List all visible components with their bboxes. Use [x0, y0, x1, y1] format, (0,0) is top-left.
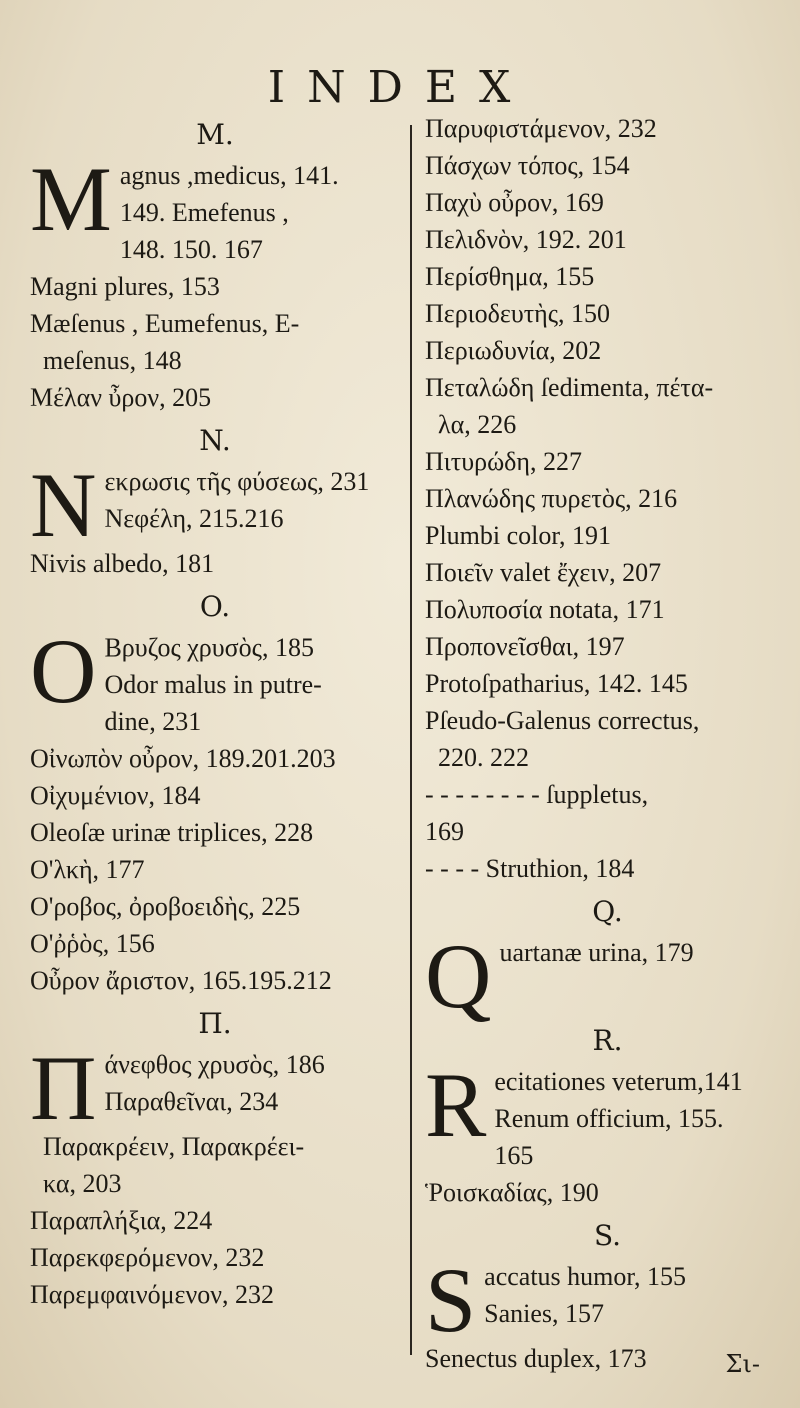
index-entry — [425, 628, 790, 665]
entry-text: Πεταλώδη ſedimenta, πέτα- λα, 226 — [425, 373, 714, 439]
entry-text: Προπονεῖσθαι, 197 — [425, 632, 625, 661]
index-entry — [30, 454, 400, 556]
entry-text: εκρωσις τῆς φύσεως, 231 Νεφέλη, 215.216 — [104, 467, 370, 533]
index-entry — [425, 850, 790, 887]
index-entry — [425, 925, 790, 1027]
entry-text: Περιοδευτὴς, 150 — [425, 299, 611, 328]
entry-text: Παχὺ οὖρον, 169 — [425, 188, 604, 217]
index-entry — [425, 369, 790, 443]
entry-text: Βρυζος χρυσὸς, 185 Odor malus in putre- dine, 231 — [104, 633, 322, 736]
index-entry — [425, 221, 790, 258]
section-letter: R. — [592, 1024, 623, 1057]
entry-text: άνεφθος χρυσὸς, 186 Παραθεῖναι, 234 — [104, 1050, 325, 1116]
drop-cap: M — [30, 148, 112, 250]
entry-text: - - - - Struthion, 184 — [425, 854, 635, 883]
index-entry — [425, 295, 790, 332]
section-letter: O. — [199, 590, 231, 623]
entry-text: Παρεμφαινόμενον, 232 — [30, 1280, 274, 1309]
index-entry — [425, 665, 790, 702]
entry-text: Πιτυρώδη, 227 — [425, 447, 583, 476]
entry-text: agnus ,medicus, 141. 149. Emefenus , 148. 150. 167 — [119, 161, 339, 264]
index-entry — [30, 620, 400, 740]
index-entry — [30, 379, 400, 416]
drop-cap: R — [425, 1054, 487, 1156]
entry-text: Περιωδυνία, 202 — [425, 336, 602, 365]
entry-text: Ῥοισκαδίας, 190 — [425, 1178, 599, 1207]
index-entry — [30, 545, 400, 582]
index-entry — [425, 480, 790, 517]
entry-text: uartanæ urina, 179 — [499, 938, 694, 967]
index-entry — [30, 1128, 400, 1202]
index-entry — [425, 591, 790, 628]
entry-text: Pſeudo-Galenus correctus, 220. 222 — [425, 706, 700, 772]
index-entry — [425, 517, 790, 554]
index-entry — [30, 962, 400, 999]
entry-text: Ο'ροβος, ὀροβοειδὴς, 225 — [30, 892, 301, 921]
entry-text: Ποιεῖν valet ἔχειν, 207 — [425, 558, 662, 587]
entry-text: Πελιδνὸν, 192. 201 — [425, 225, 627, 254]
index-entry — [425, 1174, 790, 1211]
section-letter: M. — [196, 118, 234, 151]
section-letter: Π. — [198, 1007, 232, 1040]
entry-text: Παρακρέειν, Παρακρέει- κα, 203 — [43, 1132, 305, 1198]
index-entry — [30, 1037, 400, 1139]
drop-cap: O — [30, 620, 97, 722]
index-entry — [30, 1239, 400, 1276]
index-entry — [425, 1054, 790, 1174]
entry-text: Ο'ῤῥὸς, 156 — [30, 929, 155, 958]
column-divider — [410, 125, 412, 1355]
entry-text: Οἰχυμένιον, 184 — [30, 781, 201, 810]
index-entry — [425, 147, 790, 184]
index-entry — [425, 1249, 790, 1351]
entry-text: Περίσθημα, 155 — [425, 262, 595, 291]
entry-text: Oleoſæ urinæ triplices, 228 — [30, 818, 314, 847]
index-entry — [425, 776, 790, 850]
catchword: Σι- — [725, 1350, 760, 1378]
index-entry — [425, 258, 790, 295]
section-letter: Q. — [592, 895, 623, 928]
index-entry — [30, 740, 400, 777]
left-column — [30, 110, 400, 1313]
index-entry — [425, 332, 790, 369]
entry-text: Μέλαν ὖρον, 205 — [30, 383, 212, 412]
entry-text: Παραπλήξια, 224 — [30, 1206, 213, 1235]
entry-text: Senectus duplex, 173 — [425, 1344, 647, 1373]
entry-text: ecitationes veterum,141 Renum officium, 155. 165 — [494, 1067, 743, 1170]
entry-text: - - - - - - - - ſuppletus, 169 — [425, 780, 649, 846]
index-entry — [425, 443, 790, 480]
entry-text: Nivis albedo, 181 — [30, 549, 215, 578]
index-entry — [30, 1202, 400, 1239]
index-entry — [30, 268, 400, 305]
index-entry — [425, 554, 790, 591]
entry-text: Magni plures, 153 — [30, 272, 220, 301]
entry-text: accatus humor, 155 Sanies, 157 — [484, 1262, 687, 1328]
entry-text: Protoſpatharius, 142. 145 — [425, 669, 688, 698]
entry-text: Plumbi color, 191 — [425, 521, 612, 550]
index-entry — [30, 925, 400, 962]
section-letter: N. — [199, 424, 231, 457]
index-entry — [425, 702, 790, 776]
section-letter: S. — [593, 1219, 622, 1252]
entry-text: Πάσχων τόπος, 154 — [425, 151, 630, 180]
right-column — [425, 110, 790, 1377]
index-entry — [30, 851, 400, 888]
index-entry — [30, 305, 400, 379]
page-title: INDEX — [267, 62, 533, 113]
index-entry — [30, 148, 400, 268]
entry-text: Ο'λκὴ, 177 — [30, 855, 145, 884]
drop-cap: S — [425, 1249, 477, 1351]
entry-text: Πλανώδης πυρετὸς, 216 — [425, 484, 678, 513]
entry-text: Οἰνωπὸν οὖρον, 189.201.203 — [30, 744, 336, 773]
entry-text: Mæſenus , Eumefenus, E- meſenus, 148 — [30, 309, 300, 375]
entry-text: Πολυποσία notata, 171 — [425, 595, 665, 624]
index-entry — [425, 110, 790, 147]
index-entry — [30, 777, 400, 814]
index-entry — [30, 814, 400, 851]
drop-cap: Q — [425, 925, 492, 1027]
drop-cap: Π — [30, 1037, 97, 1139]
index-entry — [30, 1276, 400, 1313]
index-entry — [30, 888, 400, 925]
entry-text: Παρεκφερόμενον, 232 — [30, 1243, 265, 1272]
drop-cap: N — [30, 454, 97, 556]
entry-text: Παρυφιστάμενον, 232 — [425, 114, 657, 143]
index-entry — [425, 184, 790, 221]
entry-text: Οὖρον ἄριστον, 165.195.212 — [30, 966, 332, 995]
